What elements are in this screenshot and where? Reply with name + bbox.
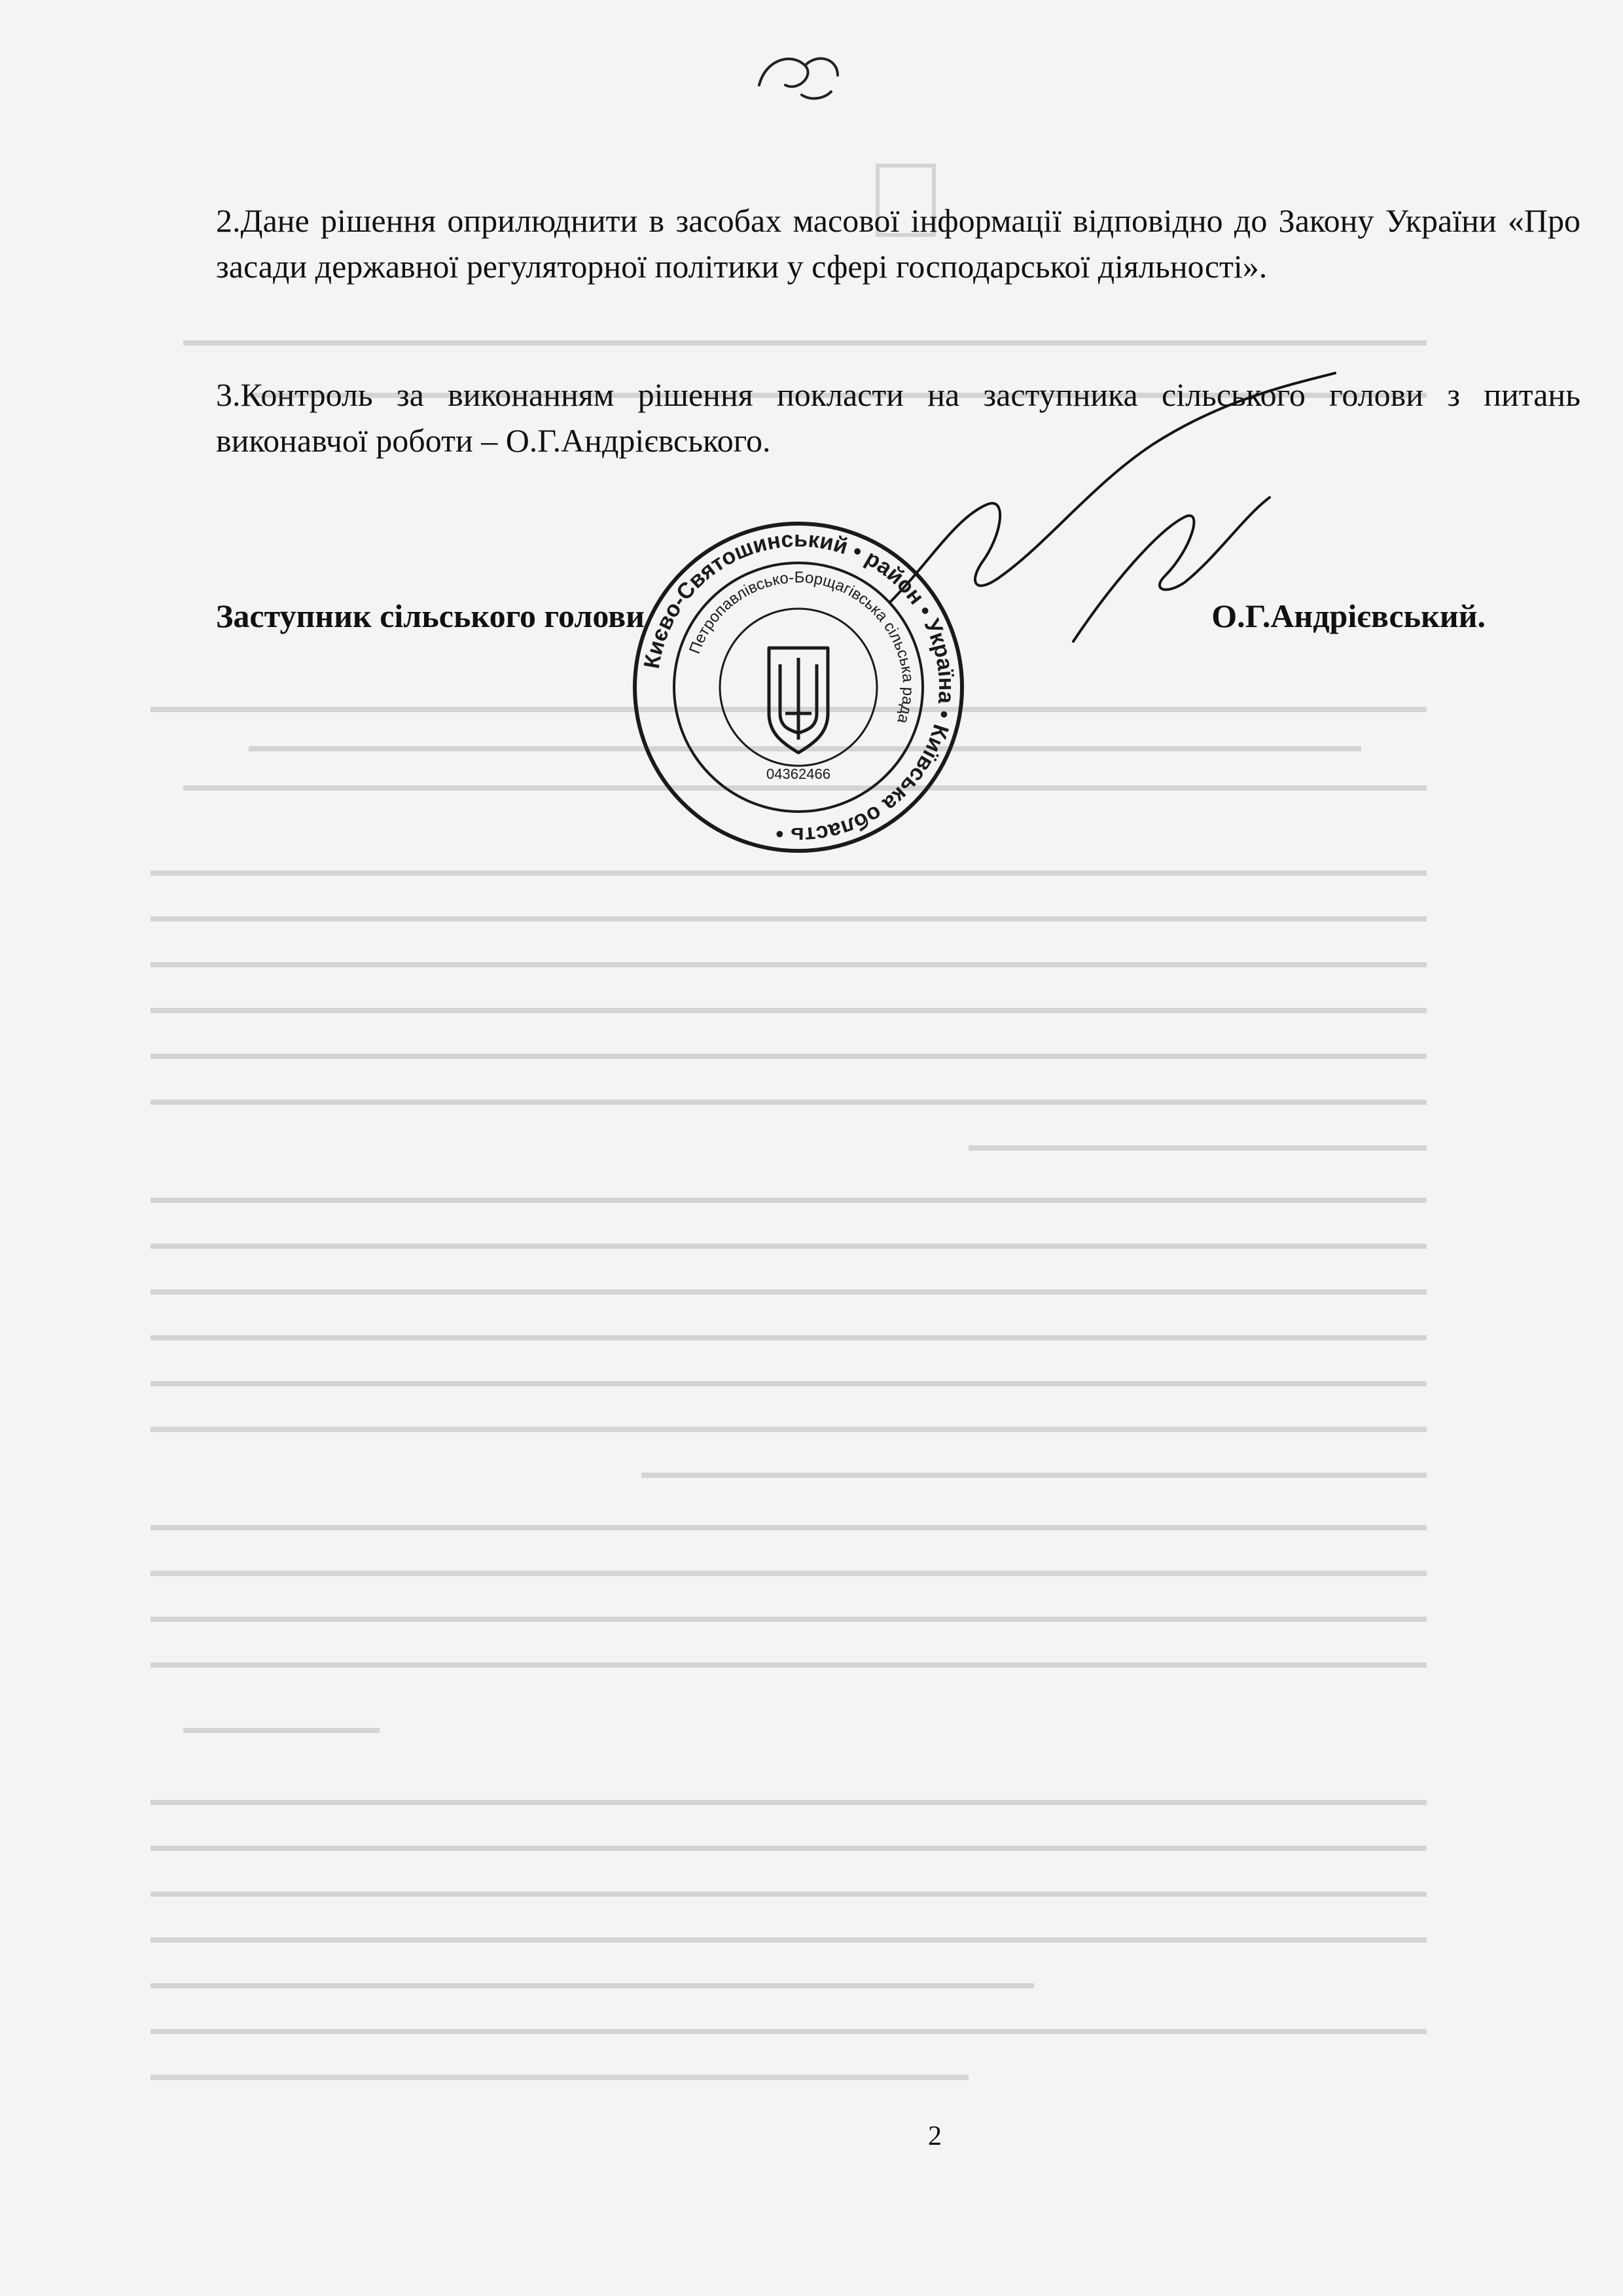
bleed-line [151, 1054, 1427, 1059]
bleed-line [151, 2075, 969, 2080]
bleed-line [151, 1381, 1427, 1386]
stamp-code: 04362466 [766, 766, 830, 782]
bleed-line [151, 1892, 1427, 1897]
bleed-line [641, 1473, 1427, 1478]
bleed-line [151, 1800, 1427, 1805]
bleed-line [183, 1728, 380, 1733]
bleed-line [151, 1571, 1427, 1576]
decision-item-3: 3.Контроль за виконанням рішення покласти на заступника сільського голови з питань виконавчої роботи – О.Г.Андрієвського. [216, 376, 1580, 459]
signature-row [216, 597, 1525, 649]
bleed-line [151, 1100, 1427, 1105]
decision-item-2: 2.Дане рішення оприлюднити в засобах масової інформації відповідно до Закону України «Про засади державної регуляторної політики у сфері господарської діяльності». [216, 202, 1580, 285]
bleed-line [151, 962, 1427, 967]
signer-name: О.Г.Андрієвський. [1211, 598, 1486, 634]
signer-title: Заступник сільського голови [216, 598, 645, 634]
bleed-line [151, 1198, 1427, 1203]
bleed-line [151, 1662, 1427, 1668]
top-scribble-mark [740, 39, 857, 111]
bleed-line [151, 1289, 1427, 1295]
bleed-line [151, 1525, 1427, 1530]
bleed-line [151, 1008, 1427, 1013]
bleed-line [151, 916, 1427, 922]
stamp-inner-text: Петропавлівсько-Борщагівська сільська рада [686, 568, 918, 726]
stamp-outer-text: Києво-Святошинський • район • Україна • Київська область • [639, 526, 959, 848]
bleed-line [183, 340, 1427, 346]
coat-of-arms-trident-icon [769, 648, 828, 753]
bleed-line [969, 1145, 1427, 1151]
bleed-line [151, 1427, 1427, 1432]
bleed-line [151, 870, 1427, 876]
bleed-line [151, 1244, 1427, 1249]
official-round-stamp [628, 517, 969, 857]
bleed-line [151, 2029, 1427, 2034]
page-number: 2 [928, 2121, 942, 2151]
bleed-line [151, 1846, 1427, 1851]
bleed-line [151, 1937, 1427, 1943]
bleed-line [151, 1983, 1034, 1988]
bleed-line [151, 1617, 1427, 1622]
bleed-line [151, 1335, 1427, 1340]
